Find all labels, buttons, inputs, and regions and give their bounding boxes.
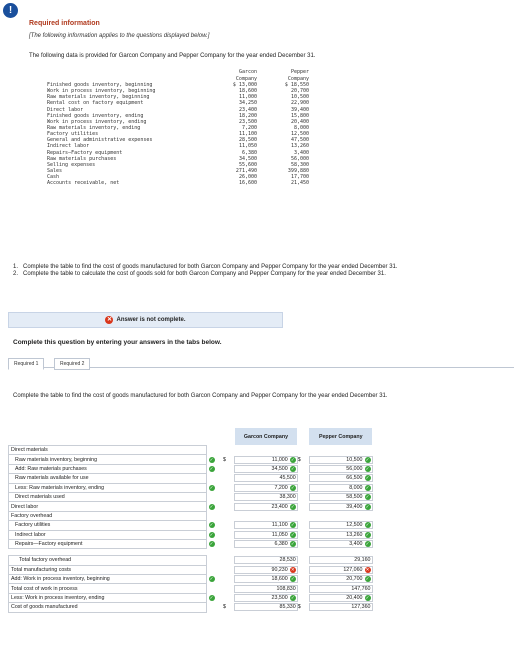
source-a: 11,050 — [238, 143, 257, 150]
source-col-b-line2: Company — [287, 76, 309, 82]
check-icon: ✓ — [290, 595, 295, 601]
source-b: 17,700 — [290, 174, 309, 181]
cogm-row — [9, 565, 373, 574]
dollar-sign: $ — [297, 604, 301, 611]
dollar-sign — [298, 575, 309, 584]
source-b: $ 18,550 — [284, 82, 309, 88]
pepper-cell — [309, 584, 373, 593]
source-b: 12,500 — [290, 131, 309, 138]
garcon-input[interactable] — [234, 540, 297, 548]
check-icon: ✓ — [209, 465, 214, 471]
pepper-cell — [309, 464, 373, 473]
check-icon: ✓ — [209, 484, 214, 490]
check-icon: ✓ — [365, 576, 370, 582]
row-check-cell — [206, 565, 223, 574]
cell-value: 127,060 — [343, 566, 363, 573]
cogm-row-label: Direct labor — [9, 502, 207, 511]
row-check-cell — [206, 603, 223, 612]
pepper-cell — [309, 575, 373, 584]
source-a: 28,500 — [238, 137, 257, 144]
garcon-cell — [234, 455, 297, 464]
garcon-cell — [234, 446, 297, 455]
check-icon: ✓ — [290, 456, 295, 462]
garcon-cell — [234, 483, 297, 492]
cell-value: 6,380 — [274, 541, 288, 548]
dollar-sign: $ — [297, 456, 301, 463]
cogm-row-label: Less: Work in process inventory, ending — [9, 593, 207, 602]
tab-required-2[interactable]: Required 2 — [54, 358, 90, 370]
source-b: 58,300 — [290, 161, 309, 168]
cell-value: 8,000 — [349, 484, 363, 491]
garcon-input[interactable] — [234, 503, 297, 511]
pepper-input[interactable] — [309, 566, 373, 574]
dollar-sign — [223, 483, 234, 492]
cell-value: 39,400 — [346, 503, 363, 510]
check-icon: ✓ — [365, 484, 370, 490]
dollar-sign — [298, 511, 309, 520]
pepper-input[interactable] — [309, 585, 373, 593]
row-check-cell — [206, 539, 223, 548]
source-a: 34,250 — [238, 100, 257, 107]
dollar-sign — [298, 556, 309, 565]
source-label: Direct labor — [47, 106, 84, 113]
pepper-input[interactable] — [309, 456, 373, 464]
pepper-input[interactable] — [309, 603, 373, 611]
cogm-row — [9, 603, 373, 612]
source-a: 23,400 — [238, 106, 257, 113]
cogm-row-label: Direct materials — [9, 446, 207, 455]
dollar-sign — [298, 593, 309, 602]
pepper-cell — [309, 521, 373, 530]
dollar-sign — [298, 584, 309, 593]
answer-status-text: Answer is not complete. — [116, 317, 186, 323]
check-icon: ✓ — [365, 503, 370, 509]
check-icon: ✓ — [209, 503, 214, 509]
garcon-input[interactable] — [234, 493, 297, 501]
cell-value: 11,100 — [271, 522, 288, 529]
garcon-input[interactable] — [234, 575, 297, 583]
cogm-table — [8, 427, 373, 613]
source-label: Rental cost on factory equipment — [47, 100, 144, 107]
source-b: 56,000 — [290, 155, 309, 162]
source-b: 20,700 — [290, 88, 309, 95]
pepper-input[interactable] — [309, 594, 373, 602]
dollar-sign — [223, 530, 234, 539]
dollar-sign — [298, 539, 309, 548]
row-check-cell — [206, 521, 223, 530]
cogm-row-label: Repairs—Factory equipment — [9, 539, 207, 548]
cogm-row — [9, 492, 373, 501]
source-head-1 — [47, 68, 309, 76]
source-b: 21,450 — [290, 180, 309, 187]
check-icon: ✓ — [365, 494, 370, 500]
pepper-cell — [309, 502, 373, 511]
check-icon: ✓ — [209, 541, 214, 547]
garcon-cell — [234, 584, 297, 593]
cogm-row-label: Total factory overhead — [9, 556, 207, 565]
source-label: Selling expenses — [47, 161, 96, 168]
source-a: 18,600 — [238, 88, 257, 95]
dollar-sign — [298, 492, 309, 501]
source-label: Accounts receivable, net — [47, 180, 120, 187]
source-row — [47, 180, 309, 186]
row-check-cell — [206, 530, 223, 539]
cogm-row-label: Direct materials used — [9, 492, 207, 501]
pepper-input[interactable] — [309, 531, 373, 539]
check-icon: ✓ — [290, 465, 295, 471]
dollar-sign — [298, 474, 309, 483]
cell-value: 58,500 — [346, 494, 363, 501]
dollar-sign — [298, 530, 309, 539]
garcon-cell — [234, 511, 297, 520]
source-a: 26,000 — [238, 174, 257, 181]
cogm-row — [9, 530, 373, 539]
check-icon: ✓ — [365, 531, 370, 537]
check-icon: ✓ — [209, 522, 214, 528]
row-check-cell — [206, 455, 223, 464]
source-label: Sales — [47, 167, 63, 174]
pepper-cell — [309, 530, 373, 539]
cogm-row-label: Add: Raw materials purchases — [9, 464, 207, 473]
cogm-row — [9, 483, 373, 492]
cell-value: 29,160 — [354, 557, 371, 564]
garcon-cell — [234, 575, 297, 584]
cell-value: 34,500 — [271, 465, 288, 472]
cogm-row — [9, 474, 373, 483]
check-icon: ✓ — [290, 522, 295, 528]
row-check-cell — [206, 446, 223, 455]
dollar-sign — [223, 474, 234, 483]
tab-required-1[interactable]: Required 1 — [8, 358, 44, 370]
garcon-input[interactable] — [234, 521, 297, 529]
source-b: 15,800 — [290, 112, 309, 119]
garcon-input[interactable] — [234, 474, 297, 482]
cell-value: 20,400 — [346, 595, 363, 602]
pepper-input[interactable] — [309, 484, 373, 492]
check-icon: ✓ — [290, 531, 295, 537]
info-note: [The following information applies to the questions displayed below.] — [29, 33, 210, 39]
cogm-row — [9, 464, 373, 473]
cell-value: 147,760 — [351, 585, 371, 592]
cogm-row-label: Factory utilities — [9, 521, 207, 530]
pepper-input[interactable] — [309, 493, 373, 501]
required-info-title: Required information — [29, 20, 100, 27]
garcon-cell — [234, 593, 297, 602]
row-check-cell — [206, 511, 223, 520]
row-check-cell — [206, 474, 223, 483]
pepper-cell — [309, 603, 373, 612]
source-a: 34,500 — [238, 155, 257, 162]
source-label: Work in process inventory, ending — [47, 118, 147, 125]
cell-value: 13,260 — [346, 531, 363, 538]
check-icon: ✓ — [365, 541, 370, 547]
check-icon: ✓ — [209, 456, 214, 462]
garcon-cell — [234, 464, 297, 473]
garcon-cell — [234, 474, 297, 483]
garcon-cell — [234, 539, 297, 548]
source-label: Factory utilities — [47, 131, 99, 138]
cogm-row — [9, 521, 373, 530]
pepper-cell — [309, 455, 373, 464]
garcon-cell — [234, 492, 297, 501]
row-check-cell — [206, 584, 223, 593]
cell-value: 18,600 — [271, 576, 288, 583]
source-b: 13,260 — [290, 143, 309, 150]
source-data-table — [47, 68, 309, 186]
pepper-input[interactable] — [309, 503, 373, 511]
cell-value: 28,530 — [279, 557, 296, 564]
source-a: 11,100 — [238, 131, 257, 138]
source-a: 271,490 — [235, 167, 257, 174]
alert-icon: ! — [3, 3, 18, 18]
cogm-row — [9, 593, 373, 602]
dollar-sign — [223, 556, 234, 565]
garcon-input[interactable] — [234, 585, 297, 593]
tab-panel — [8, 361, 514, 654]
pepper-cell — [309, 511, 373, 520]
dollar-sign — [298, 565, 309, 574]
check-icon: ✓ — [365, 522, 370, 528]
garcon-input[interactable] — [234, 484, 297, 492]
row-check-cell — [206, 593, 223, 602]
pepper-input[interactable] — [309, 465, 373, 473]
cogm-row — [9, 511, 373, 520]
col-header-pepper: Pepper Company — [309, 428, 373, 446]
source-col-a-line2: Company — [235, 76, 257, 82]
source-label: Raw materials inventory, beginning — [47, 94, 150, 101]
cell-value: 66,500 — [346, 475, 363, 482]
check-icon: ✓ — [290, 503, 295, 509]
question-1-num: 1. — [13, 264, 19, 270]
dollar-sign — [298, 521, 309, 530]
cogm-row — [9, 539, 373, 548]
check-icon: ✓ — [365, 456, 370, 462]
question-list — [13, 264, 513, 279]
dollar-sign — [223, 539, 234, 548]
intro-text: The following data is provided for Garcon Company and Pepper Company for the year ended December 31. — [29, 53, 316, 59]
garcon-input[interactable] — [234, 603, 297, 611]
cell-value: 3,400 — [349, 541, 363, 548]
pepper-cell — [309, 593, 373, 602]
cell-value: 38,300 — [279, 494, 296, 501]
dollar-sign — [223, 446, 234, 455]
cogm-row — [9, 502, 373, 511]
source-a: 11,000 — [238, 94, 257, 101]
cogm-row-label: Raw materials inventory, beginning — [9, 455, 207, 464]
dollar-sign — [223, 464, 234, 473]
dollar-sign — [223, 575, 234, 584]
pepper-cell — [309, 492, 373, 501]
dollar-sign — [223, 502, 234, 511]
check-icon: ✓ — [290, 484, 295, 490]
dollar-sign — [298, 464, 309, 473]
dollar-sign — [298, 502, 309, 511]
dollar-sign — [223, 521, 234, 530]
answer-status-bar — [8, 312, 283, 328]
source-label: Indirect labor — [47, 143, 90, 150]
cell-value: 10,500 — [346, 456, 363, 463]
check-icon: ✓ — [209, 595, 214, 601]
source-b: 22,900 — [290, 100, 309, 107]
cogm-row — [9, 549, 373, 556]
source-col-a-line1: Garcon — [238, 69, 257, 75]
pepper-cell — [309, 483, 373, 492]
dollar-sign — [298, 483, 309, 492]
cogm-row-label: Factory overhead — [9, 511, 207, 520]
row-check-cell — [206, 502, 223, 511]
source-label: Cash — [47, 174, 60, 181]
instruction-text: Complete this question by entering your answers in the tabs below. — [13, 339, 222, 346]
source-label: Finished goods inventory, ending — [47, 112, 144, 119]
cogm-row-label: Raw materials available for use — [9, 474, 207, 483]
dollar-sign — [223, 593, 234, 602]
garcon-input[interactable] — [234, 566, 297, 574]
question-1 — [13, 264, 513, 271]
cogm-row-label: Total cost of work in process — [9, 584, 207, 593]
source-col-b-line1: Pepper — [290, 69, 309, 75]
error-icon: ✕ — [106, 317, 112, 323]
source-b: 39,400 — [290, 106, 309, 113]
cell-value: 11,000 — [271, 456, 288, 463]
question-2-text: Complete the table to calculate the cost of goods sold for both Garcon Company and Pepper Company for the year ended December 31. — [23, 271, 386, 278]
cogm-row — [9, 455, 373, 464]
cogm-row — [9, 556, 373, 565]
cell-value: 127,360 — [351, 604, 371, 611]
dollar-sign — [223, 584, 234, 593]
check-icon: ✓ — [365, 465, 370, 471]
source-label: Raw materials purchases — [47, 155, 117, 162]
question-1-text: Complete the table to find the cost of goods manufactured for both Garcon Company and Pepper Company for the year ended December 31. — [23, 264, 398, 270]
cogm-row-label: Less: Raw materials inventory, ending — [9, 483, 207, 492]
check-icon: ✓ — [290, 576, 295, 582]
source-a: 16,600 — [238, 180, 257, 187]
check-icon: ✓ — [365, 595, 370, 601]
check-icon: ✓ — [209, 576, 214, 582]
cogm-row-label: Cost of goods manufactured — [9, 603, 207, 612]
row-check-cell — [206, 556, 223, 565]
pepper-cell — [309, 446, 373, 455]
dollar-sign — [223, 492, 234, 501]
pepper-cell — [309, 565, 373, 574]
dollar-sign — [223, 565, 234, 574]
col-header-garcon: Garcon Company — [234, 428, 297, 446]
row-check-cell — [206, 483, 223, 492]
pepper-cell — [309, 556, 373, 565]
row-check-cell — [206, 575, 223, 584]
dollar-sign — [223, 511, 234, 520]
cell-value: 23,400 — [271, 503, 288, 510]
cell-value: 11,050 — [271, 531, 288, 538]
source-b: 47,500 — [290, 137, 309, 144]
garcon-input[interactable] — [234, 456, 297, 464]
garcon-cell — [234, 565, 297, 574]
source-label: Work in process inventory, beginning — [47, 88, 156, 95]
source-a: 55,600 — [238, 161, 257, 168]
source-b: 8,000 — [293, 124, 309, 131]
cell-value: 45,500 — [279, 475, 296, 482]
pepper-input[interactable] — [309, 556, 373, 564]
pepper-input[interactable] — [309, 575, 373, 583]
error-icon: ✕ — [290, 566, 295, 572]
cogm-row-label: Indirect labor — [9, 530, 207, 539]
source-a: 6,380 — [241, 149, 257, 156]
check-icon: ✓ — [290, 541, 295, 547]
cogm-row — [9, 575, 373, 584]
dollar-sign — [298, 446, 309, 455]
pepper-cell — [309, 539, 373, 548]
garcon-input[interactable] — [234, 556, 297, 564]
source-b: 399,880 — [287, 167, 309, 174]
pepper-input[interactable] — [309, 540, 373, 548]
check-icon: ✓ — [365, 475, 370, 481]
garcon-input[interactable] — [234, 594, 297, 602]
cell-value: 85,330 — [279, 604, 296, 611]
source-a: 23,500 — [238, 118, 257, 125]
dollar-sign: $ — [222, 604, 226, 611]
cell-value: 108,830 — [276, 585, 296, 592]
source-b: 3,400 — [293, 149, 309, 156]
pepper-input[interactable] — [309, 474, 373, 482]
cell-value: 12,500 — [346, 522, 363, 529]
source-b: 10,500 — [290, 94, 309, 101]
source-label: Repairs—Factory equipment — [47, 149, 123, 156]
cogm-row-label: Total manufacturing costs — [9, 565, 207, 574]
source-a: 18,200 — [238, 112, 257, 119]
row-check-cell — [206, 464, 223, 473]
cell-value: 7,200 — [274, 484, 288, 491]
cogm-row — [9, 446, 373, 455]
error-icon: ✕ — [365, 566, 370, 572]
garcon-cell — [234, 556, 297, 565]
garcon-cell — [234, 502, 297, 511]
garcon-cell — [234, 521, 297, 530]
cell-value: 23,500 — [271, 595, 288, 602]
source-b: 20,400 — [290, 118, 309, 125]
cogm-header-row — [9, 428, 373, 446]
cogm-row-label: Add: Work in process inventory, beginning — [9, 575, 207, 584]
garcon-cell — [234, 603, 297, 612]
cell-value: 56,000 — [346, 465, 363, 472]
garcon-input[interactable] — [234, 465, 297, 473]
panel-intro-text: Complete the table to find the cost of goods manufactured for both Garcon Company and Pepper Company for the year ended December 31. — [13, 393, 388, 399]
cogm-row — [9, 584, 373, 593]
dollar-sign: $ — [222, 456, 226, 463]
garcon-input[interactable] — [234, 531, 297, 539]
source-label: General and administrative expenses — [47, 137, 153, 144]
check-icon: ✓ — [209, 531, 214, 537]
source-label: Raw materials inventory, ending — [47, 124, 141, 131]
question-2-num: 2. — [13, 271, 19, 278]
source-label: Finished goods inventory, beginning — [47, 82, 153, 88]
cell-value: 20,700 — [346, 576, 363, 583]
garcon-cell — [234, 530, 297, 539]
source-a: $ 13,000 — [232, 82, 257, 88]
row-check-cell — [206, 492, 223, 501]
question-2 — [13, 271, 513, 278]
cell-value: 90,230 — [271, 566, 288, 573]
pepper-cell — [309, 474, 373, 483]
source-a: 7,200 — [241, 124, 257, 131]
pepper-input[interactable] — [309, 521, 373, 529]
